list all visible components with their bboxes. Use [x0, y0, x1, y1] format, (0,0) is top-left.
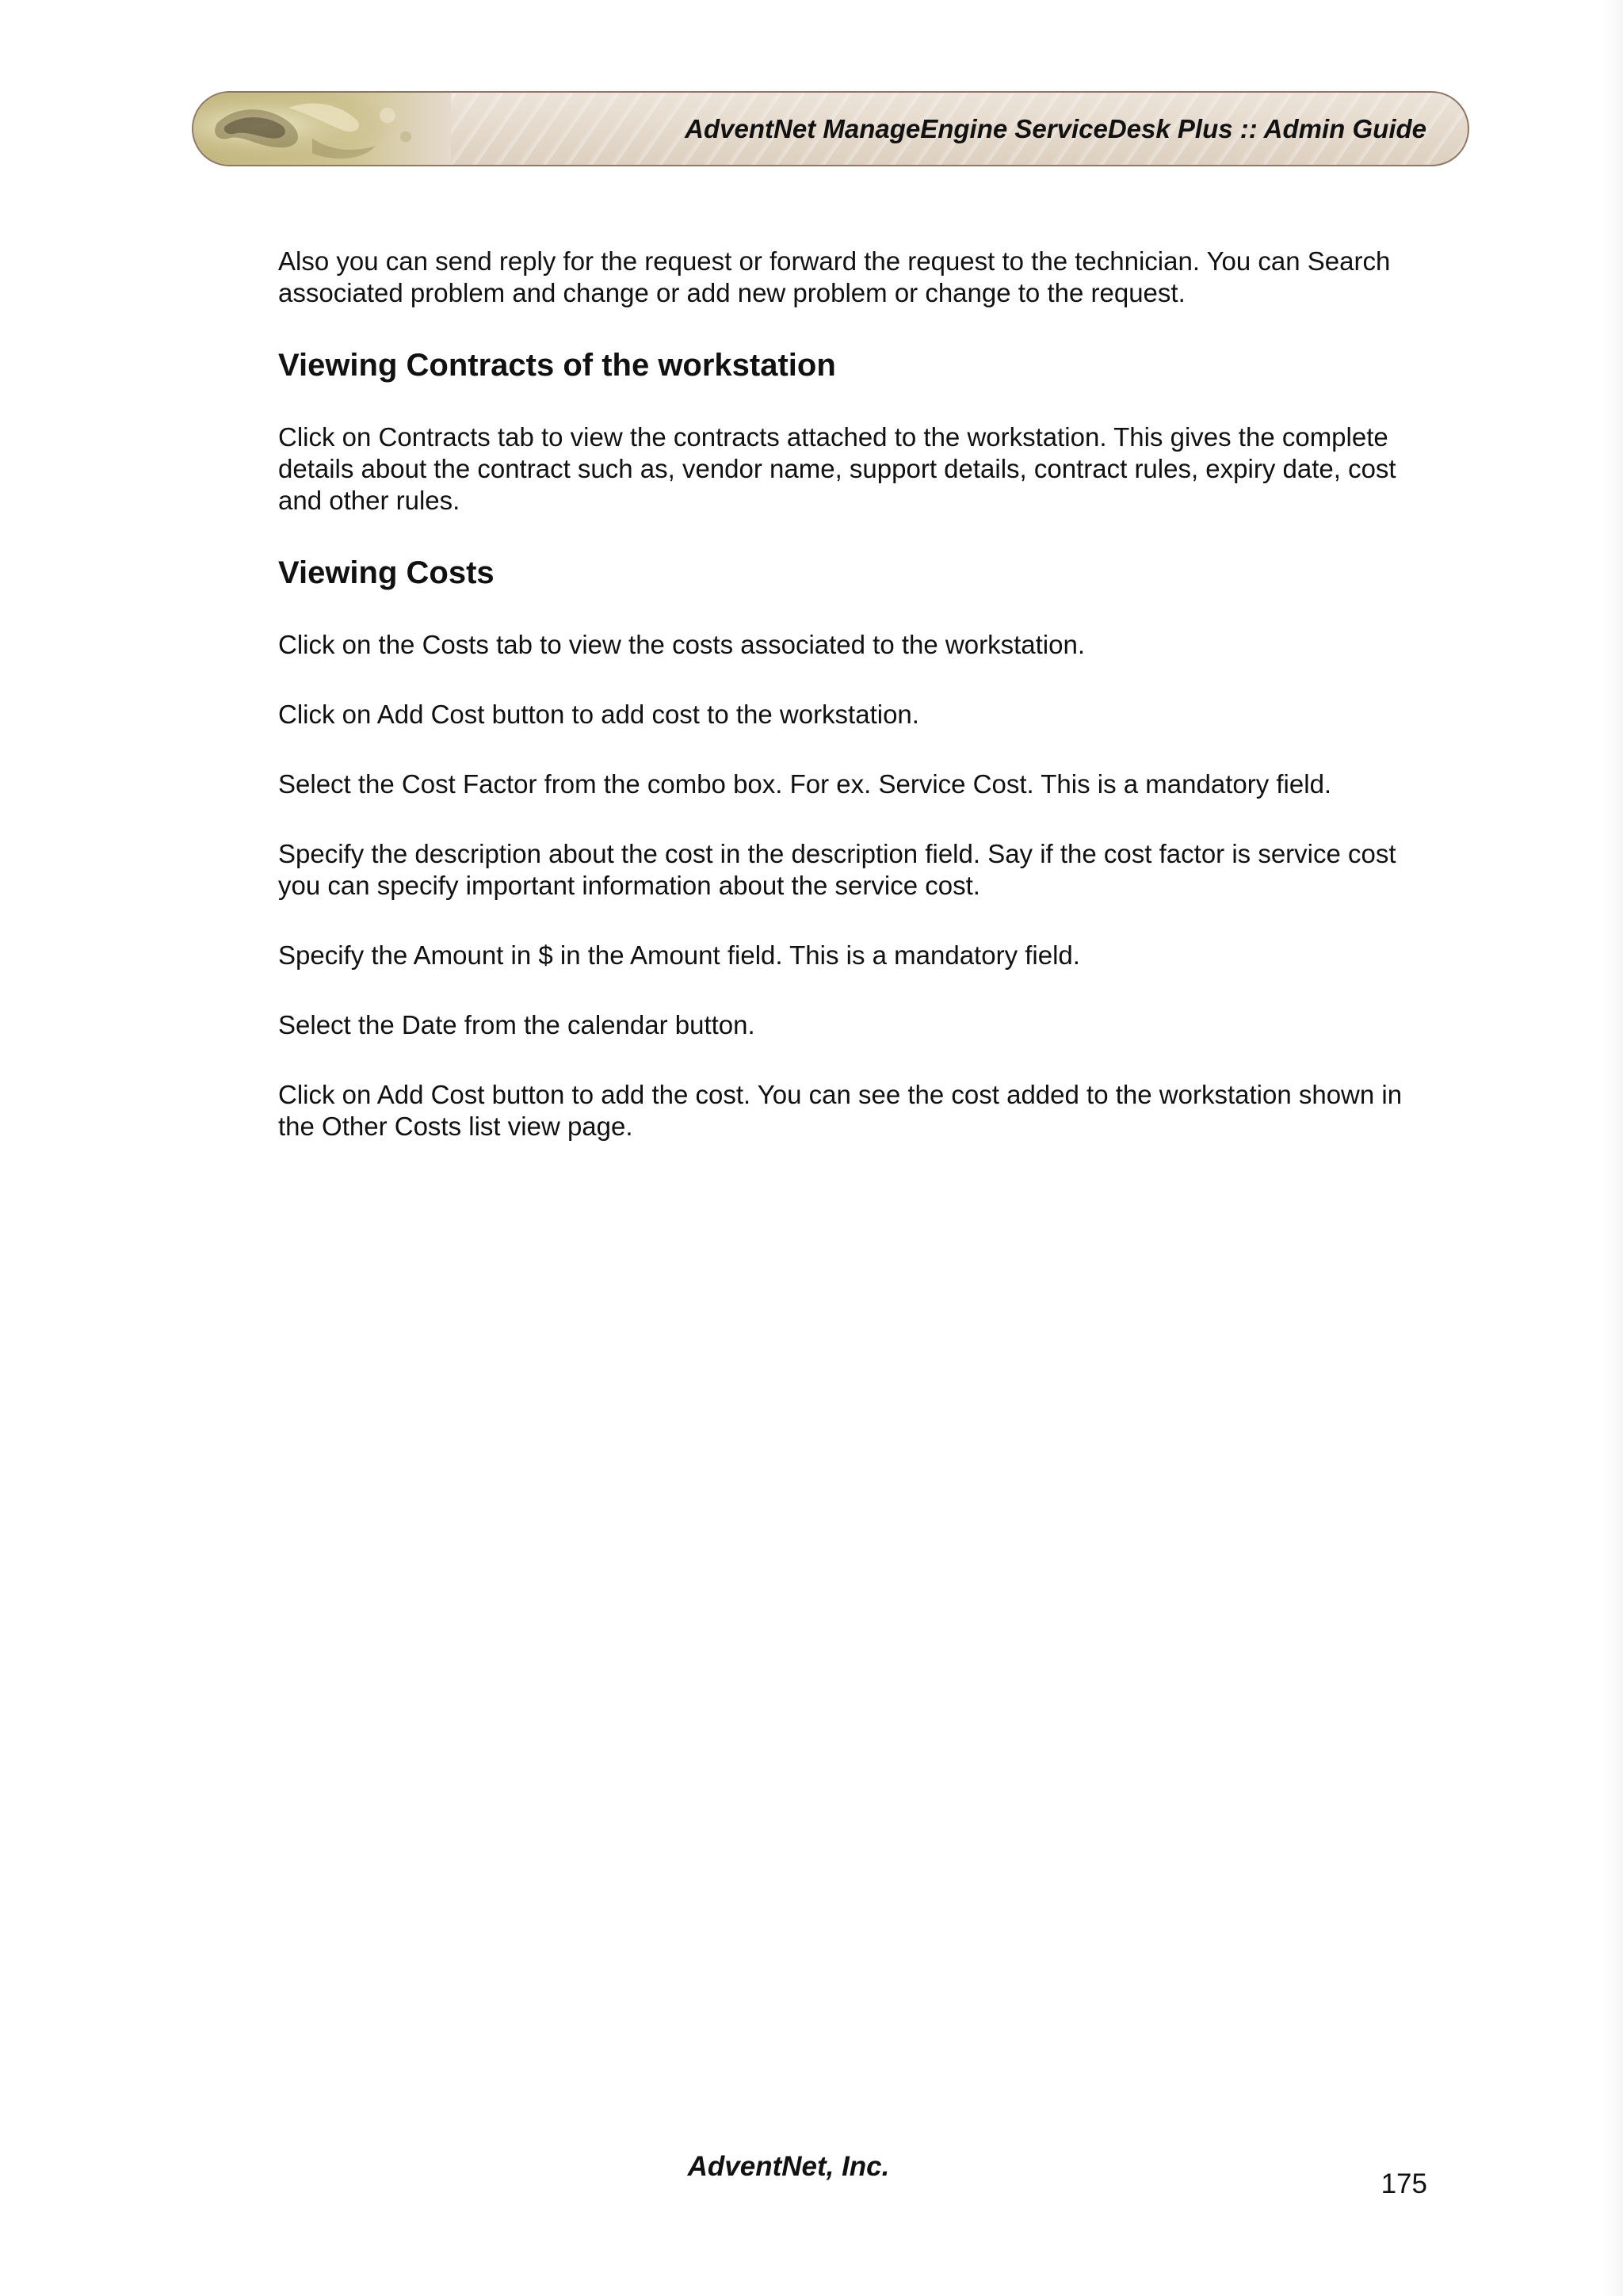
costs-paragraph-5: Specify the Amount in $ in the Amount field. This is a mandatory field.	[278, 940, 1080, 970]
section-heading-contracts: Viewing Contracts of the workstation	[278, 348, 836, 383]
costs-paragraph-2: Click on Add Cost button to add cost to the workstation.	[278, 700, 919, 729]
costs-paragraph-7: Click on Add Cost button to add the cost. You can see the cost added to the workstation shown in the Other Costs list view page.	[278, 1080, 1403, 1141]
page-content	[278, 246, 1435, 1180]
contracts-paragraph: Click on Contracts tab to view the contracts attached to the workstation. This gives the complete details about the contract such as, vendor name, support details, contract rules, expiry date, cost and other rules.	[278, 422, 1396, 515]
costs-paragraph-3: Select the Cost Factor from the combo box. For ex. Service Cost. This is a mandatory field.	[278, 769, 1332, 799]
header-title: AdventNet ManageEngine ServiceDesk Plus :: Admin Guide	[685, 113, 1426, 143]
costs-paragraph-1: Click on the Costs tab to view the costs associated to the workstation.	[278, 630, 1085, 659]
intro-paragraph: Also you can send reply for the request or forward the request to the technician. You can Search associated problem and change or add new problem or change to the request.	[278, 246, 1391, 307]
page-edge-shadow	[1602, 0, 1623, 2296]
section-heading-costs: Viewing Costs	[278, 555, 495, 590]
decorative-swirl-banner-icon	[193, 93, 451, 165]
footer-company: AdventNet, Inc.	[687, 2151, 890, 2182]
costs-paragraph-4: Specify the description about the cost in the description field. Say if the cost factor is service cost you can specify important information about the service cost.	[278, 839, 1396, 900]
costs-paragraph-6: Select the Date from the calendar button.	[278, 1010, 755, 1039]
page-number: 175	[1381, 2168, 1427, 2199]
header-banner	[192, 91, 1469, 166]
